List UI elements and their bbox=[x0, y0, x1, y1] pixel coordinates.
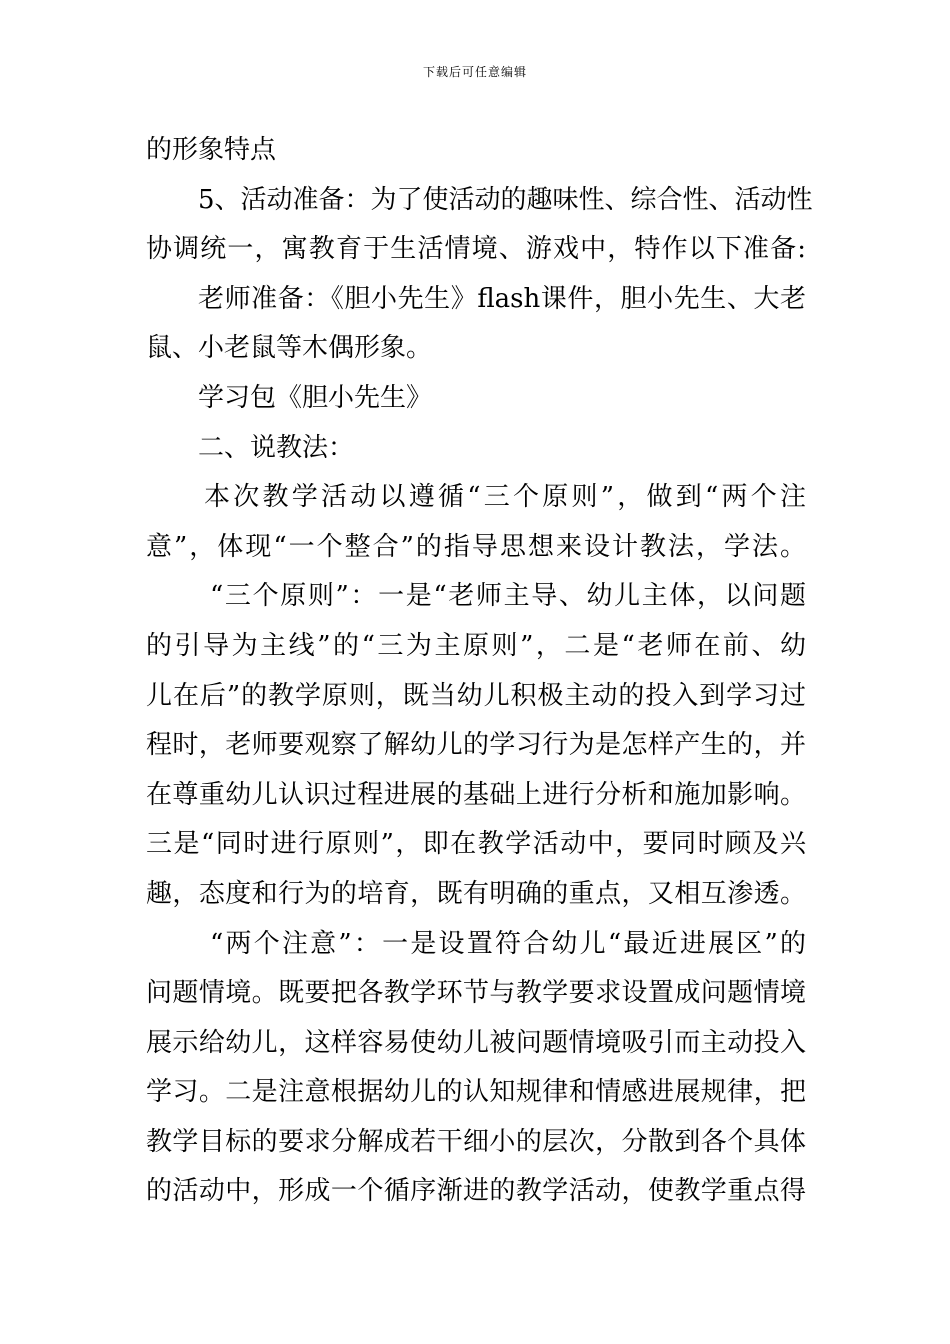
page-header: 下载后可任意编辑 bbox=[422, 65, 527, 79]
text-line: “两个注意”：一是设置符合幼儿“最近进展区”的 bbox=[210, 928, 806, 959]
text-line: 的活动中，形成一个循序渐进的教学活动，使教学重点得 bbox=[146, 1176, 806, 1207]
text-line: 趣，态度和行为的培育，既有明确的重点，又相互渗透。 bbox=[146, 878, 806, 909]
text-line: 意”，体现“一个整合”的指导思想来设计教法，学法。 bbox=[146, 531, 806, 562]
text-line: 程时，老师要观察了解幼儿的学习行为是怎样产生的，并 bbox=[146, 730, 806, 761]
text-line: 的形象特点 bbox=[146, 135, 277, 165]
text-line: “三个原则”：一是“老师主导、幼儿主体，以问题 bbox=[210, 581, 806, 612]
text-line: 儿在后”的教学原则，既当幼儿积极主动的投入到学习过 bbox=[146, 680, 806, 711]
text-line: 老师准备：《胆小先生》flash课件，胆小先生、大老 bbox=[198, 283, 806, 314]
text-line: 教学目标的要求分解成若干细小的层次，分散到各个具体 bbox=[146, 1126, 806, 1157]
text-line: 问题情境。既要把各教学环节与教学要求设置成问题情境 bbox=[146, 978, 806, 1009]
text-line: 5、活动准备：为了使活动的趣味性、综合性、活动性 bbox=[198, 184, 813, 215]
text-line: 鼠、小老鼠等木偶形象。 bbox=[146, 333, 433, 364]
text-line: 展示给幼儿，这样容易使幼儿被问题情境吸引而主动投入 bbox=[146, 1027, 806, 1058]
text-line: 在尊重幼儿认识过程进展的基础上进行分析和施加影响。 bbox=[146, 779, 806, 810]
text-line: 二、说教法： bbox=[198, 432, 355, 463]
text-line: 协调统一，寓教育于生活情境、游戏中，特作以下准备: bbox=[146, 234, 806, 265]
text-line: 本次教学活动以遵循“三个原则”，做到“两个注 bbox=[204, 482, 806, 513]
text-line: 的引导为主线”的“三为主原则”，二是“老师在前、幼 bbox=[146, 630, 806, 661]
document-body bbox=[146, 126, 813, 1217]
text-line: 学习包《胆小先生》 bbox=[198, 382, 433, 413]
text-line: 三是“同时进行原则”，即在教学活动中，要同时顾及兴 bbox=[146, 829, 806, 860]
text-line: 学习。二是注意根据幼儿的认知规律和情感进展规律，把 bbox=[146, 1077, 806, 1108]
